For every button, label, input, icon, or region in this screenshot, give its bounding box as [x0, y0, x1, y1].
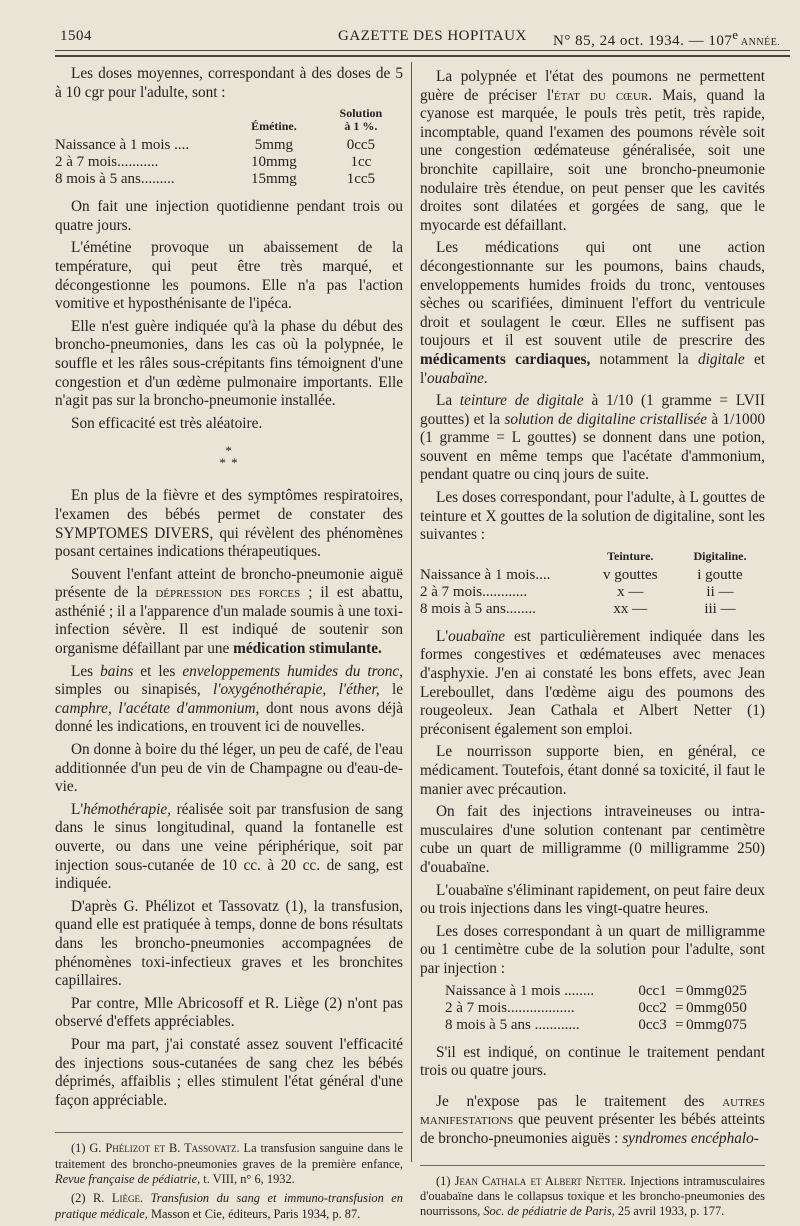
table-row: Naissance à 1 mois .... 5mmg 0cc5: [55, 137, 376, 154]
footnote: (2) R. Liège. Transfusion du sang et immuno-transfusion en pratique médicale, Masson et Cie, éditeurs, Paris 1934, p. 87.: [55, 1191, 403, 1221]
table-row: 2 à 7 mois........... 10mmg 1cc: [55, 154, 372, 171]
paragraph: On fait des injections intraveineuses ou intra-musculaires d'une solution contenant par centimètre cube un quart de milligramme (0 milligramme 250) d'ouabaïne.: [420, 803, 765, 876]
journal-title: GAZETTE DES HOPITAUX: [338, 28, 527, 44]
column-header: Solution à 1 %.: [339, 106, 383, 134]
paragraph: La polypnée et l'état des poumons ne permettent guère de préciser l'état du cœur. Mais, quand la cyanose est marquée, le pouls très petit, très rapide, incomptable, quand l'examen des poumons révèle soit une congestion œdémateuse généralisée, soit une bronchite capillaire, soit une broncho-pneumonie nodulaire très étendue, on peut penser que les cavités droites sont dilatées et gorgées de sang, que le myocarde est défaillant.: [420, 68, 765, 234]
paragraph: En plus de la fièvre et des symptômes respiratoires, l'examen des bébés permet de constater des SYMPTOMES DIVERS, qui révèlent des phénomènes posant certaines indications thérapeutiques.: [55, 487, 403, 561]
paragraph: L'émétine provoque un abaissement de la température, qui peut être très marqué, et décongestionne les poumons. Elle n'a pas l'action vomitive et hyposthénisante de l'ipéca.: [55, 239, 403, 313]
right-column: [420, 68, 765, 1223]
emetine-dose-table: [55, 106, 403, 188]
issue-info: [553, 28, 780, 50]
paragraph: Les doses correspondant, pour l'adulte, à L gouttes de teinture et X gouttes de la solution de digitaline, sont les suivantes :: [420, 489, 765, 544]
section-asterism: * * *: [219, 443, 239, 471]
column-header: Digitaline.: [693, 548, 747, 563]
table-row: 8 mois à 5 ans......... 15mmg 1cc5: [55, 171, 376, 188]
paragraph: Les bains et les enveloppements humides du tronc, simples ou sinapisés, l'oxygénothérapie, l'éther, le camphre, l'acétate d'ammonium, dont nous avons déjà donné les indications, en trouvent ici de nouvelles.: [55, 662, 403, 736]
table-row: Naissance à 1 mois ........ 0cc1 = 0mmg025: [445, 982, 747, 999]
issue-sup: e: [732, 28, 739, 42]
issue-date: N° 85, 24 oct. 1934. — 107: [553, 33, 733, 49]
footnote: (1) G. Phélizot et B. Tassovatz. La transfusion sanguine dans le traitement des broncho-pneumonies graves de la première enfance, Revue française de pédiatrie, t. VIII, n° 6, 1932.: [55, 1141, 403, 1186]
paragraph: Le nourrisson supporte bien, en général, ce médicament. Toutefois, étant donné sa toxicité, il faut le manier avec précaution.: [420, 743, 765, 798]
paragraph: L'ouabaïne est particulièrement indiquée dans les formes congestives et œdémateuses avec menaces d'asphyxie. J'en ai constaté les bons effets, avec Jean Lereboullet, dans l'œdème aigu des poumons des rougeoleux. Jean Cathala et Albert Netter (1) préconisent également son emploi.: [420, 627, 765, 738]
paragraph: On fait une injection quotidienne pendant trois ou quatre jours.: [55, 198, 403, 234]
table-row: 8 mois à 5 ans........ xx — iii —: [420, 600, 736, 617]
paragraph: D'après G. Phélizot et Tassovatz (1), la transfusion, quand elle est pratiquée à temps, donne de bons résultats dans les broncho-pneumonies accompagnées de phénomènes toxi-infectieux graves et les bronchites capillaires.: [55, 897, 403, 990]
column-header: Émétine.: [251, 119, 297, 134]
ouabaine-dose-table: [445, 983, 765, 1034]
paragraph: La teinture de digitale à 1/10 (1 gramme = LVII gouttes) et la solution de digitaline cristallisée à 1/1000 (1 gramme = L gouttes) se donnent dans une potion, souvent en même temps que l'acétate d'ammonium, pendant quatre ou cinq jours de suite.: [420, 392, 765, 484]
table-row: Naissance à 1 mois.... v gouttes i goutte: [420, 566, 743, 583]
paragraph: Souvent l'enfant atteint de broncho-pneumonie aiguë présente de la dépression des forces ; il est abattu, asthénié ; il a l'apparence d'un malade soumis à une toxi-infection sévère. Il est indiqué de soutenir son organisme défaillant par une médication stimulante.: [55, 565, 404, 658]
table-row: 8 mois à 5 ans ............ 0cc3 = 0mmg075: [445, 1016, 747, 1033]
paragraph: Les doses correspondant à un quart de milligramme ou 1 centimètre cube de la solution pour l'adulte, sont par injection :: [420, 922, 765, 977]
paragraph: Les médications qui ont une action décongestionnante sur les poumons, bains chauds, enveloppements humides froids du tronc, ventouses sèches ou scarifiées, diminuent l'effort du ventricule droit et soulagent le cœur. Elles ne suffisent pas toujours et il est souvent utile de prescrire des médicaments cardiaques, notamment la digitale et l'ouabaïne.: [420, 239, 765, 387]
paragraph: Elle n'est guère indiquée qu'à la phase du début des broncho-pneumonies, dans les cas où la polypnée, le souffle et les râles sous-crépitants fins témoignent d'une congestion et d'un œdème pulmonaire importants. Elle n'agit pas sur la broncho-pneumonie installée.: [55, 317, 403, 410]
digitale-dose-table: [420, 549, 765, 618]
paragraph: L'hémothérapie, réalisée soit par transfusion de sang dans le sinus longitudinal, quand la fontanelle est ouverte, ou dans une veine périphérique, soit par injection sous-cutanée de 10 cc. à 20 cc. de sang, est indiquée.: [55, 800, 403, 893]
footnote-rule: [55, 1132, 403, 1133]
column-header: Teinture.: [607, 548, 654, 563]
page-number: 1504: [60, 28, 92, 44]
paragraph: Son efficacité est très aléatoire.: [71, 414, 263, 432]
paragraph: On donne à boire du thé léger, un peu de café, de l'eau additionnée d'un peu de vin de Champagne ou d'eau-de-vie.: [55, 741, 403, 796]
paragraph: L'ouabaïne s'éliminant rapidement, on peut faire deux ou trois injections dans les vingt-quatre heures.: [420, 881, 765, 918]
left-column: [55, 65, 403, 1226]
paragraph: Je n'expose pas le traitement des autres manifestations que peuvent présenter les bébés atteints de broncho-pneumonies aiguës : syndromes encéphalo-: [420, 1092, 765, 1147]
paragraph: S'il est indiqué, on continue le traitement pendant trois ou quatre jours.: [420, 1043, 765, 1080]
footnote-rule: [420, 1165, 765, 1166]
header-rule-thick: [55, 55, 790, 57]
table-row: 2 à 7 mois............ x — ii —: [420, 583, 734, 600]
page-header: [0, 28, 800, 50]
issue-year-label: ANNÉE.: [738, 37, 781, 48]
column-separator: [411, 62, 412, 1162]
paragraph: Pour ma part, j'ai constaté assez souvent l'efficacité des injections sous-cutanées de sang chez les bébés déprimés, affaiblis ; elles stimulent l'état général d'une façon appréciable.: [55, 1035, 403, 1109]
header-rule: [55, 50, 790, 51]
table-row: 2 à 7 mois.................. 0cc2 = 0mmg050: [445, 999, 747, 1016]
footnote: (1) Jean Cathala et Albert Netter. Injections intramusculaires d'ouabaïne dans le collapsus toxique et les broncho-pneumonies des nourrissons, Soc. de pédiatrie de Paris, 25 avril 1933, p. 177.: [420, 1173, 766, 1219]
paragraph: Les doses moyennes, correspondant à des doses de 5 à 10 cgr pour l'adulte, sont :: [55, 65, 403, 101]
paragraph: Par contre, Mlle Abricosoff et R. Liège (2) n'ont pas observé d'effets appréciables.: [55, 994, 403, 1031]
